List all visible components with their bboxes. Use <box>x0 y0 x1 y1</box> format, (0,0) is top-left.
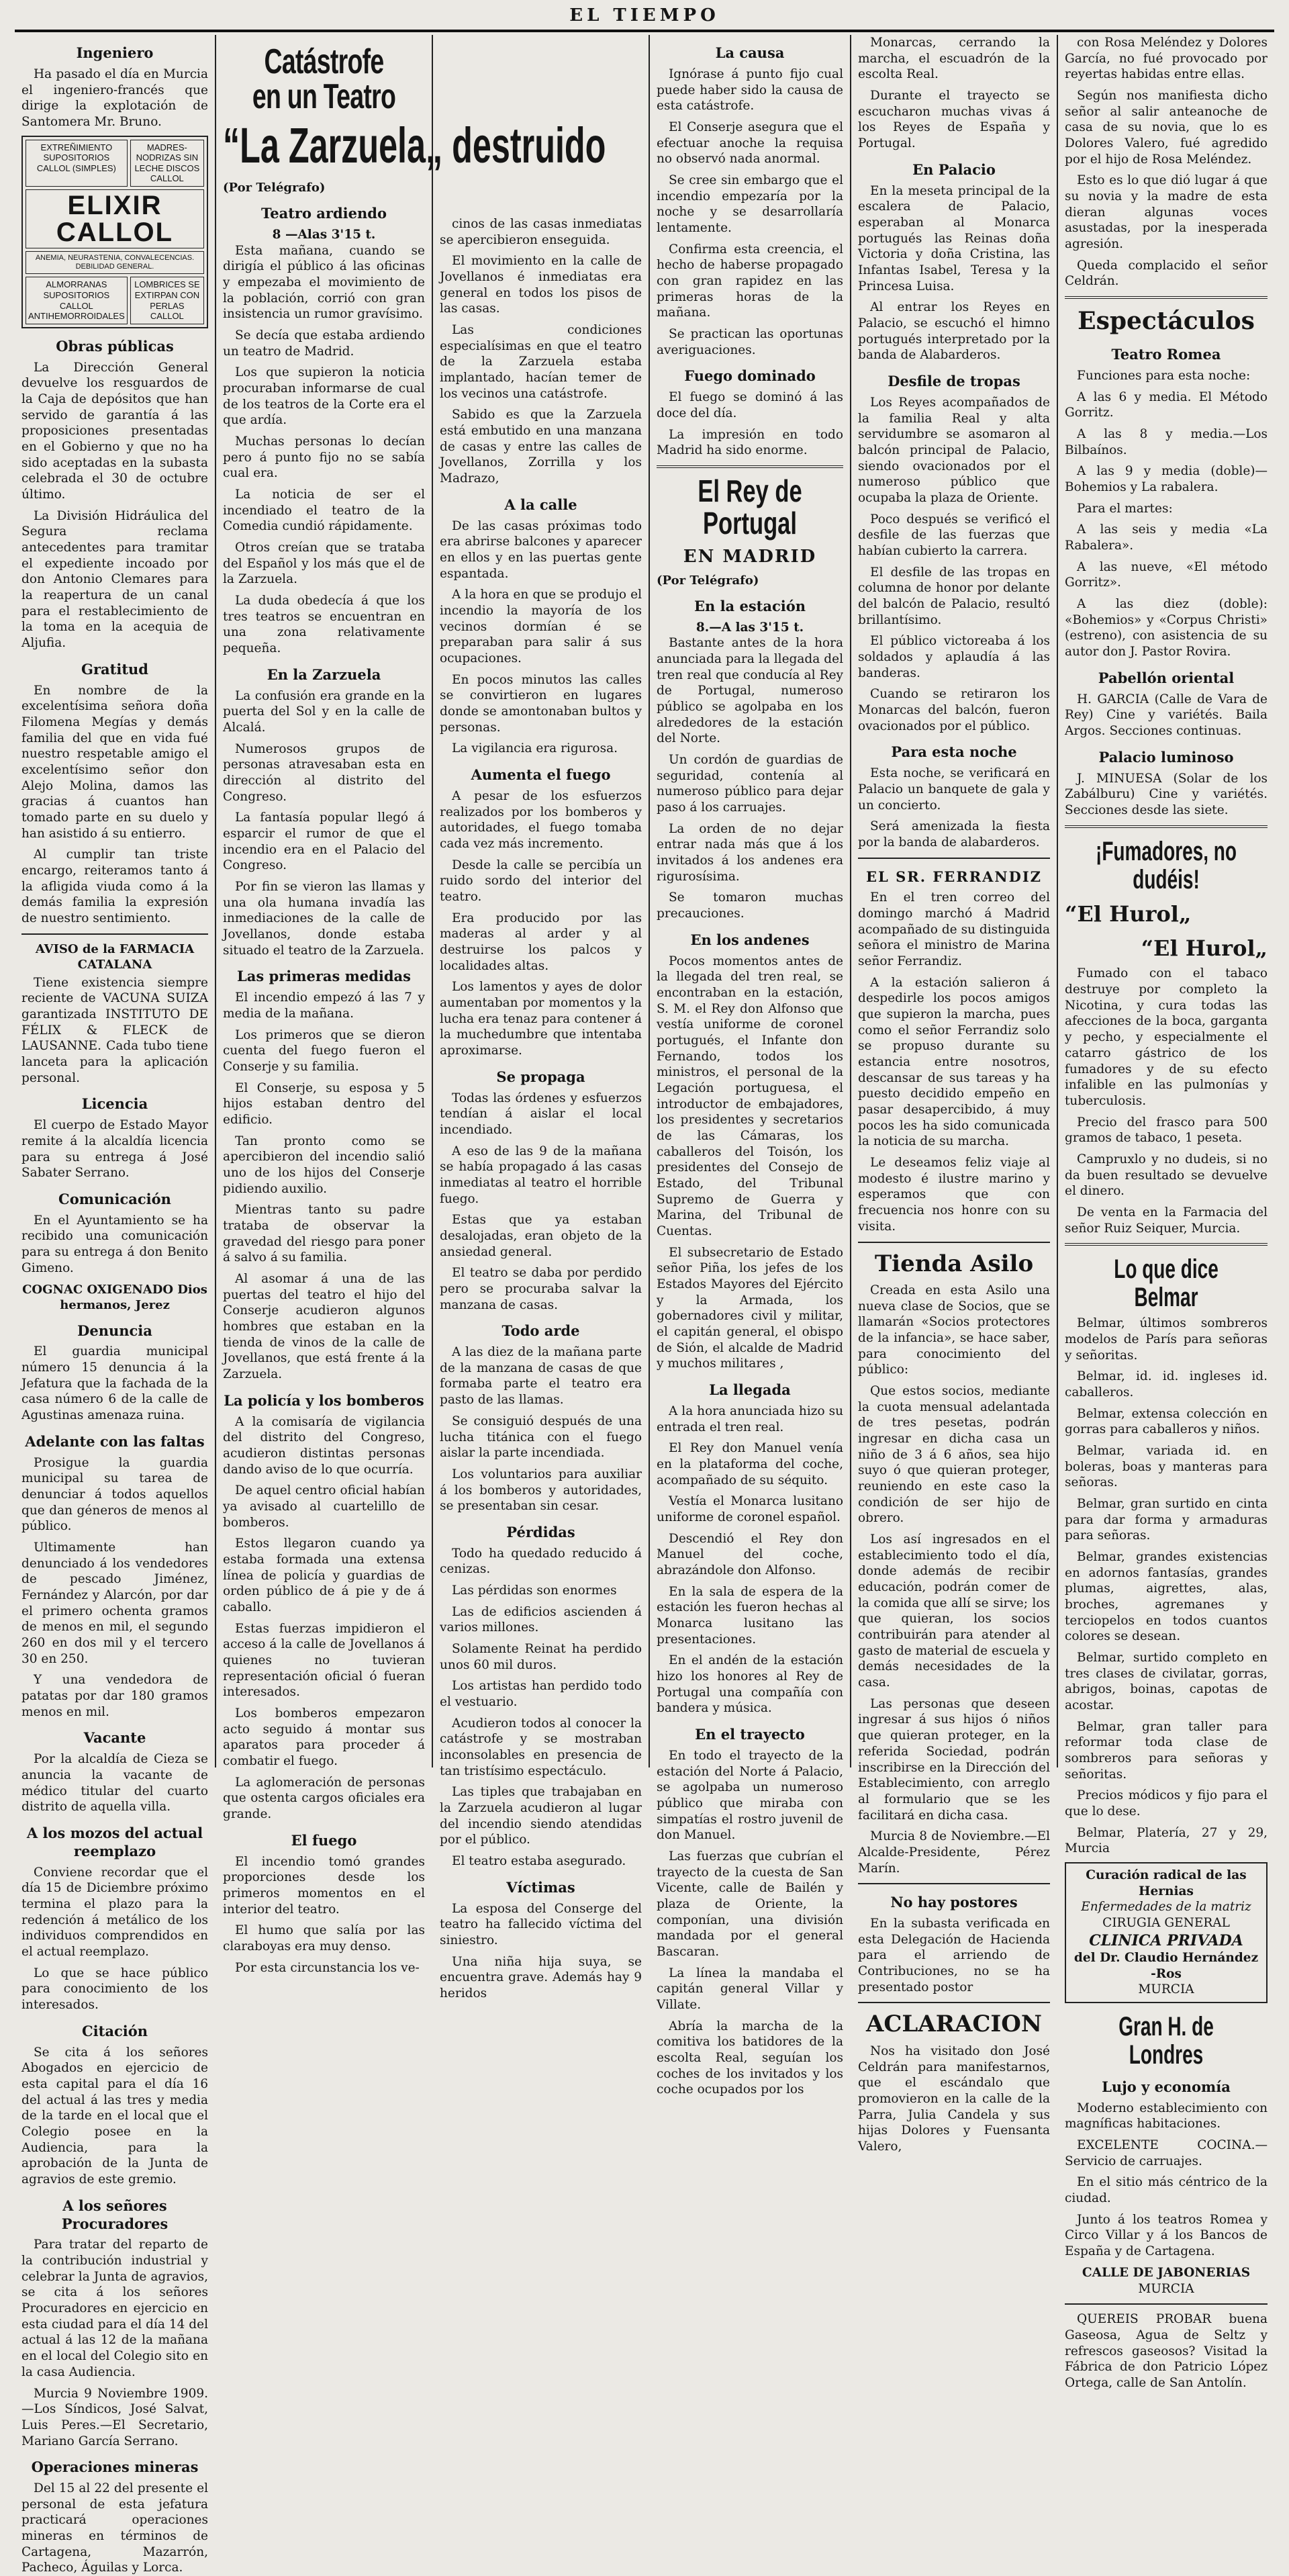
heading-palacio-luminoso: Palacio luminoso <box>1098 748 1234 766</box>
divider <box>1065 825 1268 828</box>
paragraph: A la estación salieron á despedirle los pocos amigos que supieron la marcha, pues como el señor Ferrandiz solo se propuso durante su estancia entre nosotros, descansar de sus tareas y ha puesto decidido empeño en pasar desapercibido, á muy pocos les ha sido comunicada la noticia de su marcha. <box>858 975 1050 1149</box>
paragraph: Las tiples que trabajaban en la Zarzuela acudieron al lugar del incendio siendo atendidas por el público. <box>440 1785 642 1847</box>
paragraph: Se tomaron muchas precauciones. <box>657 890 843 921</box>
paragraph: Las pérdidas son enormes <box>452 1583 617 1598</box>
paragraph: Esto es lo que dió lugar á que su novia y la madre de esta dieran algunas voces asustadas, por la inesperada agresión. <box>1065 173 1268 252</box>
paragraph: Precios módicos y fijo para el que lo dese. <box>1065 1788 1268 1819</box>
paragraph: Se cree sin embargo que el incendio empezaría por la noche y se desarrollaría lentamente. <box>657 173 843 235</box>
paragraph: El desfile de las tropas en columna de honor por delante del balcón de Palacio, resultó brillantísimo. <box>858 565 1050 627</box>
heading-perdidas: Pérdidas <box>506 1523 575 1540</box>
callol-advertisement <box>21 136 208 328</box>
paragraph: Los Reyes acompañados de la familia Real y alta servidumbre se asomaron al balcón principal de Palacio, siendo ovacionados por el numeroso público que ocupaba la plaza de Oriente. <box>858 395 1050 505</box>
paragraph: Solamente Reinat ha perdido unos 60 mil duros. <box>440 1642 642 1672</box>
paragraph: Pocos momentos antes de la llegada del tren real, se encontraban en la estación, S. M. el Rey don Alfonso que vestía uniforme de coronel portugués, el Infante don Fernando, todos los ministros, el personal de la Legación portuguesa, el introductor de embajadores, los presidentes y secretarios de las Cámaras, los caballeros del Toisón, los presidentes del Consejo de Estado, del Tribunal Supremo de Guerra y Marina, del Tribunal de Cuentas. <box>657 954 843 1239</box>
paragraph: cinos de las casas inmediatas se apercibieron enseguida. <box>440 217 642 247</box>
heading-pabellon: Pabellón oriental <box>1098 669 1235 686</box>
heading-teatro-romea: Teatro Romea <box>1111 346 1221 363</box>
paragraph: A las 8 y media.—Los Bilbaínos. <box>1065 427 1268 457</box>
paragraph: El subsecretario de Estado señor Piña, los jefes de los Estados Mayores del Ejército y la Armada, los gobernadores civil y militar, el capitán general, el obispo de Sión, el alcalde de Madrid y muchos militares , <box>657 1245 843 1371</box>
paragraph: A la comisaría de vigilancia del distrito del Congreso, acudieron distintas personas dando aviso de lo que ocurría. <box>223 1414 425 1477</box>
heading-no-hay-postores: No hay postores <box>890 1894 1018 1911</box>
heading-procuradores: A los señores Procuradores <box>61 2197 169 2232</box>
clinica-line: MURCIA <box>1138 1982 1194 1997</box>
paragraph: En el andén de la estación hizo los honores al Rey de Portugal una compañía con bandera y música. <box>657 1653 843 1716</box>
heading-policia: La policía y los bomberos <box>224 1391 424 1409</box>
divider <box>858 858 1050 859</box>
clinica-line: Enfermedades de la matriz <box>1081 1900 1251 1915</box>
paragraph: A eso de las 9 de la mañana se había propagado á las casas inmediatas al teatro el horrible fuego. <box>440 1144 642 1206</box>
paragraph: Todas las órdenes y esfuerzos tendían á aislar el local incendiado. <box>440 1091 642 1137</box>
divider <box>858 1883 1050 1884</box>
paragraph: Belmar, grandes existencias en adornos fantasías, grandes plumas, aigrettes, alas, broches, agremanes y terciopelos en todos cuantos colores se desean. <box>1065 1549 1268 1644</box>
heading-obras: Obras públicas <box>56 337 174 355</box>
paragraph: De las casas próximas todo era abrirse balcones y aparecer en ellos y en las puertas gente espantada. <box>440 518 642 581</box>
heading-londres: Gran H. de Londres <box>1118 2011 1214 2070</box>
paragraph: Estas que ya estaban desalojadas, eran objeto de la ansiedad general. <box>440 1213 642 1259</box>
paragraph: Belmar, gran surtido en cinta para dar forma y armaduras para señoras. <box>1065 1496 1268 1543</box>
divider <box>21 933 208 935</box>
paragraph: Para el martes: <box>1077 501 1173 516</box>
heading-gratitud: Gratitud <box>81 660 148 678</box>
heading-espectaculos: Espectáculos <box>1078 307 1255 336</box>
heading-aumenta: Aumenta el fuego <box>471 766 611 784</box>
paragraph: Queda complacido el señor Celdrán. <box>1065 258 1268 289</box>
paragraph: Murcia 8 de Noviembre.—El Alcalde-Presidente, Pérez Marín. <box>858 1829 1050 1876</box>
heading-comunicacion: Comunicación <box>58 1190 171 1207</box>
paragraph: Tiene existencia siempre reciente de VACUNA SUIZA garantizada INSTITUTO DE FÉLIX & FLECK de LAUSANNE. Cada tubo tiene lanceta para la aplicación personal. <box>21 975 208 1085</box>
paragraph: Junto á los teatros Romea y Circo Villar y á los Bancos de España y de Cartagena. <box>1065 2212 1268 2259</box>
paragraph: En la sala de espera de la estación les fueron hechas al Monarca lusitano las presentaciones. <box>657 1584 843 1647</box>
ad-cell: ALMORRANAS SUPOSITORIOS CALLOL ANTIHEMORROIDALES <box>26 277 128 324</box>
paragraph: Y una vendedora de patatas por dar 180 gramos menos en mil. <box>21 1673 208 1719</box>
heading-teatro-ardiendo: Teatro ardiendo <box>261 205 387 222</box>
byline: (Por Telégrafo) <box>223 181 326 195</box>
paragraph: Tan pronto como se apercibieron del incendio salió uno de los hijos del Conserje pidiendo auxilio. <box>223 1134 425 1196</box>
heading-fumadores: ¡Fumadores, no dudéis! <box>1095 836 1237 894</box>
paragraph: El movimiento en la calle de Jovellanos é inmediatas era general en todos los pisos de las casas. <box>440 254 642 316</box>
paragraph: El Conserje, su esposa y 5 hijos estaban dentro del edificio. <box>223 1080 425 1127</box>
paragraph: A las seis y media «La Rabalera». <box>1065 522 1268 553</box>
heading-andenes: En los andenes <box>690 931 810 948</box>
paragraph: La impresión en todo Madrid ha sido enorme. <box>657 427 843 458</box>
paragraph: Ha pasado el día en Murcia el ingeniero-francés que dirige la explotación de Santomera Mr. Bruno. <box>21 66 208 129</box>
paragraph: Desde la calle se percibía un ruido sordo del interior del teatro. <box>440 858 642 904</box>
heading-el-fuego: El fuego <box>291 1831 357 1849</box>
paragraph: La vigilancia era rigurosa. <box>452 741 618 756</box>
paragraph: Esta noche, se verificará en Palacio un banquete de gala y un concierto. <box>858 766 1050 813</box>
paragraph: Nos ha visitado don José Celdrán para manifestarnos, que el escándalo que promovieron en la calle de la Parra, Julia Candela y sus hijas Dolores y Fuensanta Valero, <box>858 2043 1050 2154</box>
paragraph: Belmar, variada id. en boleras, boas y manteras para señoras. <box>1065 1443 1268 1490</box>
clinica-line: Curación radical de las Hernias <box>1086 1868 1247 1898</box>
paragraph: A las diez (doble): «Bohemios» y «Corpus Christi» (estreno), con asistencia de su autor don J. Pastor Rovira. <box>1065 597 1268 659</box>
paragraph: Al cumplir tan triste encargo, reiteramos tanto á la afligida viuda como á la demás familia la expresión de nuestro sentimiento. <box>21 847 208 925</box>
column-3 <box>433 35 650 2001</box>
paragraph: La confusión era grande en la puerta del Sol y en la calle de Alcalá. <box>223 688 425 735</box>
headline-en-madrid: EN MADRID <box>683 547 817 567</box>
paragraph: con Rosa Meléndez y Dolores García, no fué provocado por reyertas habidas entre ellas. <box>1065 36 1268 82</box>
paragraph: En el Ayuntamiento se ha recibido una comunicación para su entrega á don Benito Gimeno. <box>21 1213 208 1275</box>
paragraph: Ignórase á punto fijo cual puede haber sido la causa de esta catástrofe. <box>657 66 843 113</box>
paragraph: Los que supieron la noticia procuraban informarse de cual de los teatros de la Corte era el que ardía. <box>223 365 425 428</box>
paragraph: Estas fuerzas impidieron el acceso á la calle de Jovellanos á quienes no tuvieran representación oficial ó fueran interesados. <box>223 1621 425 1700</box>
paragraph: La División Hidráulica del Segura reclama antecedentes para tramitar el expediente incoado por don Antonio Clemares para la reapertura de un canal para el restablecimiento de la toma en la acequia de Aljufia. <box>21 508 208 650</box>
column-1 <box>15 35 216 2575</box>
paragraph: Confirma esta creencia, el hecho de haberse propagado con gran rapidez en las primeras horas de la mañana. <box>657 242 843 320</box>
paragraph: Se consiguió después de una lucha titánica con el fuego aislar la parte incendiada. <box>440 1414 642 1461</box>
paragraph: A las nueve, «El método Gorritz». <box>1065 559 1268 590</box>
paragraph: La duda obedecía á que los tres teatros se encuentran en una zona relativamente pequeña. <box>223 594 425 656</box>
paragraph: EXCELENTE COCINA.—Servicio de carruajes. <box>1065 2138 1268 2168</box>
paragraph: Conviene recordar que el día 15 de Diciembre próximo termina el plazo para la redención á metálico de los individuos comprendidos en el actual reemplazo. <box>21 1865 208 1960</box>
clinica-advertisement <box>1065 1862 1268 2003</box>
heading-aclaracion: ACLARACION <box>865 2011 1043 2038</box>
divider <box>1065 296 1268 299</box>
ad-elixir: ELIXIR CALLOL <box>26 189 204 248</box>
headline-zarzuela: “La Zarzuela„ destruido <box>223 118 606 173</box>
heading-adelante: Adelante con las faltas <box>25 1432 205 1450</box>
paragraph: Las de edificios ascienden á varios millones. <box>440 1604 642 1635</box>
paragraph: Los así ingresados en el establecimiento todo el día, donde además de recibir educación, podrán comer de la comida que allí se sirve; los que quieran, los socios contribuirán para atender al gasto de material de escuela y demás necesidades de la casa. <box>858 1532 1050 1690</box>
headline-rey-portugal: El Rey de Portugal <box>698 473 802 541</box>
paragraph: El incendio tomó grandes proporciones desde los primeros momentos en el interior del teatro. <box>223 1854 425 1917</box>
heading-para-esta-noche: Para esta noche <box>891 743 1017 761</box>
columns <box>15 35 1274 2575</box>
dateline: 8 —Alas 3'15 t. <box>272 227 376 242</box>
paragraph: El cuerpo de Estado Mayor remite á la alcaldía licencia para su entrega á José Sabater Serrano. <box>21 1118 208 1181</box>
divider <box>858 2002 1050 2003</box>
paragraph: Muchas personas lo decían pero á punto fijo no se sabía cual era. <box>223 434 425 481</box>
paragraph: Se cita á los señores Abogados en ejercicio de esta capital para el día 16 del actual á las tres y media de la tarde en el local que el Colegio posee en la Audiencia, para la aprobación de la Junta de agravios de este gremio. <box>21 2045 208 2187</box>
paragraph: Se decía que estaba ardiendo un teatro de Madrid. <box>223 328 425 359</box>
paragraph: Las personas que deseen ingresar á sus hijos ó niños que quieran proteger, en la referida Sociedad, podrán inscribirse en la Dirección del Establecimiento, con arreglo al formulario que se les facilitará en dicha casa. <box>858 1696 1050 1823</box>
paragraph: El teatro se daba por perdido pero se procuraba salvar la manzana de casas. <box>440 1266 642 1312</box>
paragraph: Mientras tanto su padre trataba de observar la gravedad del riesgo para poner á salvo á su familia. <box>223 1203 425 1265</box>
heading-se-propaga: Se propaga <box>496 1068 585 1085</box>
paragraph: Por esta circunstancia los ve- <box>235 1960 420 1975</box>
londres-address: CALLE DE JABONERIAS <box>1082 2265 1251 2280</box>
divider <box>657 465 843 468</box>
heading-primeras-medidas: Las primeras medidas <box>237 968 411 985</box>
heading-operaciones: Operaciones mineras <box>31 2458 199 2476</box>
paragraph: La fantasía popular llegó á esparcir el rumor de que el incendio era en el Palacio del Congreso. <box>223 811 425 873</box>
londres-subtitle: Lujo y economía <box>1102 2078 1231 2095</box>
ad-cell: EXTREÑIMIENTO SUPOSITORIOS CALLOL (SIMPLES) <box>26 140 128 187</box>
divider <box>1065 1243 1268 1246</box>
clinica-line: del Dr. Claudio Hernández -Ros <box>1073 1950 1259 1981</box>
heading-tienda-asilo: Tienda Asilo <box>874 1250 1034 1277</box>
divider <box>1065 2303 1268 2305</box>
paragraph: Del 15 al 22 del presente el personal de esta jefatura practicará operaciones mineras en términos de Cartagena, Mazarrón, Pacheco, Águilas y Lorca. <box>21 2481 208 2575</box>
paragraph: Los artistas han perdido todo el vestuario. <box>440 1679 642 1710</box>
paragraph: Abría la marcha de la comitiva los batidores de la escolta Real, seguían los coches de los invitados y los coche ocupados por los <box>657 2019 843 2097</box>
paragraph: A pesar de los esfuerzos realizados por los bomberos y autoridades, el fuego tomaba cada vez más incremento. <box>440 788 642 851</box>
paragraph: Creada en esta Asilo una nueva clase de Socios, que se llamarán «Socios protectores de la infancia», se hace saber, para conocimiento del público: <box>858 1283 1050 1377</box>
heading-a-la-calle: A la calle <box>504 496 577 513</box>
paragraph: Le deseamos feliz viaje al modesto é ilustre marino y esperamos que con frecuencia nos honre con su visita. <box>858 1156 1050 1234</box>
paragraph: En nombre de la excelentísima señora doña Filomena Megías y demás familia del que en vida fué nuestro respetable amigo el excelentísimo señor don Alejo Molina, damos las gracias á cuantos han tomado parte en su duelo y han asistido á su entierro. <box>21 683 208 841</box>
paragraph: Una niña hija suya, se encuentra grave. Además hay 9 heridos <box>440 1954 642 2001</box>
paragraph: El teatro estaba asegurado. <box>452 1854 626 1869</box>
heading-victimas: Víctimas <box>506 1878 575 1896</box>
paragraph: Las fuerzas que cubrían el trayecto de la cuesta de San Vicente, calle de Bailén y plaza de Oriente, la componían, una división mandada por el general Bascaran. <box>657 1849 843 1959</box>
paragraph: El humo que salía por las claraboyas era muy denso. <box>223 1923 425 1953</box>
masthead: EL TIEMPO <box>569 5 720 26</box>
paragraph: De venta en la Farmacia del señor Ruiz Seiquer, Murcia. <box>1065 1205 1268 1236</box>
paragraph: Sabido es que la Zarzuela está embutido en una manzana de casas y entre las calles de Jovellanos, Zorrilla y los Madrazo, <box>440 408 642 486</box>
paragraph: Cuando se retiraron los Monarcas del balcón, fueron ovacionados por el público. <box>858 687 1050 733</box>
paragraph: Esta mañana, cuando se dirigía el público á las oficinas y empezaba el movimiento de la población, corrió con gran insistencia un rumor gravísimo. <box>223 243 425 322</box>
heading-vacante: Vacante <box>83 1729 146 1747</box>
paragraph: QUEREIS PROBAR buena Gaseosa, Agua de Seltz y refrescos gaseosos? Visitad la Fábrica de don Patricio López Ortega, calle de San Antolín. <box>1065 2312 1268 2390</box>
paragraph: En la subasta verificada en esta Delegación de Hacienda para el arriendo de Contribuciones, no se ha presentado postor <box>858 1917 1050 1994</box>
heading-trayecto: En el trayecto <box>695 1726 805 1743</box>
heading-fuego-dominado: Fuego dominado <box>684 367 816 385</box>
hurol-line-2: “El Hurol„ <box>1141 935 1268 961</box>
heading-belmar: Lo que dice Belmar <box>1114 1254 1219 1313</box>
paragraph: A la hora anunciada hizo su entrada el tren real. <box>657 1404 843 1434</box>
londres-city: MURCIA <box>1138 2281 1194 2296</box>
paragraph: Los lamentos y ayes de dolor aumentaban por momentos y la lucha era tenaz para contener á la muchedumbre que intentaba aproximarse. <box>440 980 642 1058</box>
paragraph: Fumado con el tabaco destruye por completo la Nicotina, y cura todas las afecciones de la boca, garganta y pecho, y especialmente el catarro gástrico de los fumadores y de su efecto infalible en las pulmonías y tuberculosis. <box>1065 966 1268 1108</box>
byline: (Por Telégrafo) <box>657 573 759 588</box>
paragraph: Bastante antes de la hora anunciada para la llegada del tren real que conducía al Rey de Portugal, numeroso público se agolpaba en los alrededores de la estación del Norte. <box>657 636 843 746</box>
paragraph: Todo ha quedado reducido á cenizas. <box>440 1546 642 1577</box>
heading-licencia: Licencia <box>81 1095 148 1113</box>
heading-en-palacio: En Palacio <box>912 160 996 178</box>
paragraph: Belmar, gran taller para reformar toda clase de sombreros para señoras y señoritas. <box>1065 1719 1268 1782</box>
hurol-line-1: “El Hurol„ <box>1065 901 1192 927</box>
paragraph: Acudieron todos al conocer la catástrofe y se mostraban inconsolables en presencia de tan tristísimo espectáculo. <box>440 1716 642 1778</box>
ad-cell: LOMBRICES SE EXTIRPAN CON PERLAS CALLOL <box>130 277 204 324</box>
paragraph: Belmar, Platería, 27 y 29, Murcia <box>1065 1825 1268 1856</box>
masthead-rule <box>15 30 1274 32</box>
aviso-heading: AVISO de la FARMACIA CATALANA <box>35 941 195 972</box>
paragraph: Será amenizada la fiesta por la banda de alabarderos. <box>858 819 1050 849</box>
paragraph: El incendio empezó á las 7 y media de la mañana. <box>223 991 425 1021</box>
paragraph: La Dirección General devuelve los resguardos de la Caja de depósitos que han servido de garantía á las proposiciones presentadas en el Gobierno y que no ha sido aceptadas en la subasta celebrada el 30 de octubre último. <box>21 360 208 502</box>
paragraph: Los bomberos empezaron acto seguido á montar sus aparatos para proceder á combatir el fuego. <box>223 1706 425 1768</box>
paragraph: La esposa del Conserge del teatro ha fallecido víctima del siniestro. <box>440 1901 642 1948</box>
paragraph: De aquel centro oficial habían ya avisado al cuartelillo de bomberos. <box>223 1483 425 1530</box>
paragraph: En el sitio más céntrico de la ciudad. <box>1065 2175 1268 2206</box>
paragraph: Prosigue la guardia municipal su tarea de denunciar á todos aquellos que dan géneros de menos al público. <box>21 1455 208 1534</box>
heading-ingeniero: Ingeniero <box>76 44 154 61</box>
column-6 <box>1058 35 1274 2390</box>
paragraph: La aglomeración de personas que ostenta cargos oficiales era grande. <box>223 1775 425 1821</box>
paragraph: Estos llegaron cuando ya estaba formada una extensa línea de policía y guardias de orden público de á pie y de á caballo. <box>223 1536 425 1614</box>
ad-cell: MADRES-NODRIZAS SIN LECHE DISCOS CALLOL <box>130 140 204 187</box>
heading-llegada: La llegada <box>709 1381 791 1399</box>
paragraph: El Rey don Manuel venía en la plataforma del coche, acompañado de su séquito. <box>657 1441 843 1487</box>
paragraph: La orden de no dejar entrar nada más que á los invitados á los andenes era rigurosísima. <box>657 821 843 884</box>
paragraph: Funciones para esta noche: <box>1077 369 1251 383</box>
divider <box>858 1242 1050 1243</box>
paragraph: Durante el trayecto se escucharon muchas vivas á los Reyes de España y Portugal. <box>858 89 1050 151</box>
heading-estacion: En la estación <box>694 597 806 614</box>
clinica-line: CLINICA PRIVADA <box>1089 1931 1243 1949</box>
paragraph: Por fin se vieron las llamas y una ola humana invadía las inmediaciones de la calle de Jovellanos, donde estaba situado el teatro de la Zarzuela. <box>223 879 425 958</box>
paragraph: El Conserje asegura que el efectuar anoche la requisa no observó nada anormal. <box>657 120 843 167</box>
paragraph: Para tratar del reparto de la contribución industrial y celebrar la Junta de agravios, se cita á los señores Procuradores en ejercicio en esta ciudad para el día 14 del actual á las 12 de la mañana en el local del Colegio sito en la casa Audiencia. <box>21 2238 208 2379</box>
heading-desfile: Desfile de tropas <box>888 372 1020 389</box>
paragraph: Los primeros que se dieron cuenta del fuego fueron el Conserje y su familia. <box>223 1027 425 1074</box>
paragraph: Murcia 9 Noviembre 1909.—Los Síndicos, José Salvat, Luis Peres.—El Secretario, Mariano García Serrano. <box>21 2386 208 2448</box>
paragraph: Belmar, extensa colección en gorras para caballeros y niños. <box>1065 1406 1268 1437</box>
paragraph: Belmar, surtido completo en tres clases de civilatar, gorras, abrigos, boinas, capotas de acostar. <box>1065 1650 1268 1712</box>
paragraph: A la hora en que se produjo el incendio la mayoría de los vecinos dormían é se preparaban para salir á sus ocupaciones. <box>440 588 642 665</box>
paragraph: El público victoreaba á los soldados y aplaudía á las banderas. <box>858 634 1050 680</box>
heading-ferrandiz: EL SR. FERRANDIZ <box>866 868 1042 885</box>
headline-catastrofe: Catástrofe en un Teatro <box>252 42 396 116</box>
heading-citacion: Citación <box>81 2022 148 2039</box>
cognac-ad: COGNAC OXIGENADO Dios hermanos, Jerez <box>22 1282 207 1312</box>
heading-en-la-zarzuela: En la Zarzuela <box>267 665 381 683</box>
paragraph: Moderno establecimiento con magníficas habitaciones. <box>1065 2101 1268 2131</box>
heading-todo-arde: Todo arde <box>502 1322 580 1340</box>
paragraph: A las diez de la mañana parte de la manzana de casas de que formaba parte el teatro era pasto de las llamas. <box>440 1345 642 1408</box>
clinica-line: CIRUGIA GENERAL <box>1102 1916 1230 1931</box>
paragraph: Precio del frasco para 500 gramos de tabaco, 1 peseta. <box>1065 1115 1268 1146</box>
paragraph: Que estos socios, mediante la cuota mensual adelantada de tres pesetas, podrán ingresar en dicha casa un niño de 3 á 6 años, sea hijo suyo ó que quieran proteger, reuniendo en este caso la condición de ser hijo de obrero. <box>858 1384 1050 1526</box>
column-4 <box>650 35 851 2097</box>
paragraph: Al asomar á una de las puertas del teatro el hijo del Conserje acudieron algunos hombres que estaban en la tienda de vinos de la calle de Jovellanos, que está frente á la Zarzuela. <box>223 1271 425 1381</box>
paragraph: Poco después se verificó el desfile de las fuerzas que habían cubierto la carrera. <box>858 512 1050 558</box>
paragraph: Numerosos grupos de personas atravesaban esta en dirección al distrito del Congreso. <box>223 741 425 804</box>
paragraph: Por la alcaldía de Cieza se anuncia la vacante de médico titular del cuarto distrito de aquella villa. <box>21 1752 208 1814</box>
column-5 <box>851 35 1058 2154</box>
paragraph: Lo que se hace público para conocimiento de los interesados. <box>21 1966 208 2013</box>
ad-cell: ANEMIA, NEURASTENIA, CONVALECENCIAS. DEBILIDAD GENERAL. <box>26 251 204 274</box>
paragraph: A las 9 y media (doble)—Bohemios y La rabalera. <box>1065 464 1268 495</box>
paragraph: El guardia municipal número 15 denuncia á la Jefatura que la fachada de la casa número 6 de la calle de Agustinas amenaza ruina. <box>21 1344 208 1423</box>
paragraph: La noticia de ser el incendiado el teatro de la Comedia cundió rápidamente. <box>223 487 425 534</box>
paragraph: Campruxlo y no dudeis, si no da buen resultado se devuelve el dinero. <box>1065 1152 1268 1199</box>
paragraph: El fuego se dominó á las doce del día. <box>657 390 843 420</box>
paragraph: Se practican las oportunas averiguaciones. <box>657 326 843 357</box>
paragraph: Belmar, últimos sombreros modelos de París para señoras y señoritas. <box>1065 1316 1268 1363</box>
paragraph: A las 6 y media. El Método Gorritz. <box>1065 389 1268 420</box>
paragraph: Las condiciones especialísimas en que el teatro de la Zarzuela estaba implantado, hacían temer de los vecinos una catástrofe. <box>440 323 642 401</box>
paragraph: Vestía el Monarca lusitano uniforme de coronel español. <box>657 1494 843 1524</box>
heading-la-causa: La causa <box>715 44 785 61</box>
paragraph: Belmar, id. id. ingleses id. caballeros. <box>1065 1369 1268 1399</box>
paragraph: Otros creían que se trataba del Español y los más que el de la Zarzuela. <box>223 541 425 587</box>
paragraph: Al entrar los Reyes en Palacio, se escuchó el himno portugués interpretado por la banda de Alabarderos. <box>858 300 1050 363</box>
paragraph: En pocos minutos las calles se convirtieron en lugares donde se amontonaban bultos y personas. <box>440 672 642 735</box>
paragraph: En el tren correo del domingo marchó á Madrid acompañado de su distinguida señora el ministro de Marina señor Ferrandiz. <box>858 890 1050 969</box>
paragraph: Los voluntarios para auxiliar á los bomberos y autoridades, se presentaban sin cesar. <box>440 1467 642 1514</box>
paragraph: Descendió el Rey don Manuel del coche, abrazándole don Alfonso. <box>657 1531 843 1577</box>
paragraph: En todo el trayecto de la estación del Norte á Palacio, se agolpaba un numeroso público que miraba con simpatías el rostro juvenil de don Manuel. <box>657 1748 843 1843</box>
heading-denuncia: Denuncia <box>77 1322 152 1339</box>
dateline: 8.—A las 3'15 t. <box>696 620 804 635</box>
heading-mozos: A los mozos del actual reemplazo <box>26 1824 203 1859</box>
paragraph: Monarcas, cerrando la marcha, el escuadrón de la escolta Real. <box>858 36 1050 82</box>
paragraph: J. MINUESA (Solar de los Zabálburu) Cine y variétés. Secciones desde las siete. <box>1065 771 1268 817</box>
paragraph: La línea la mandaba el capitán general Villar y Villate. <box>657 1966 843 2012</box>
paragraph: Un cordón de guardias de seguridad, contenía al numeroso público para dejar paso á los carruajes. <box>657 753 843 815</box>
paragraph: En la meseta principal de la escalera de Palacio, esperaban al Monarca portugués las Reinas doña Victoria y doña Cristina, las Infantas Isabel, Teresa y la Princesa Luisa. <box>858 183 1050 293</box>
paragraph: Ultimamente han denunciado á los vendedores de pescado Jiménez, Fernández y Alarcón, por dar el primero ochenta gramos de menos en mil, el segundo 260 en dos mil y el tercero 30 en 250. <box>21 1540 208 1666</box>
paragraph: Era producido por las maderas al arder y al destruirse los palcos y localidades altas. <box>440 911 642 973</box>
paragraph: H. GARCIA (Calle de Vara de Rey) Cine y variétés. Baila Argos. Secciones continuas. <box>1065 692 1268 738</box>
paragraph: Según nos manifiesta dicho señor al salir anteanoche de casa de su novia, que lo es Dolores Valero, fué agredido por el hijo de Rosa Meléndez. <box>1065 89 1268 167</box>
